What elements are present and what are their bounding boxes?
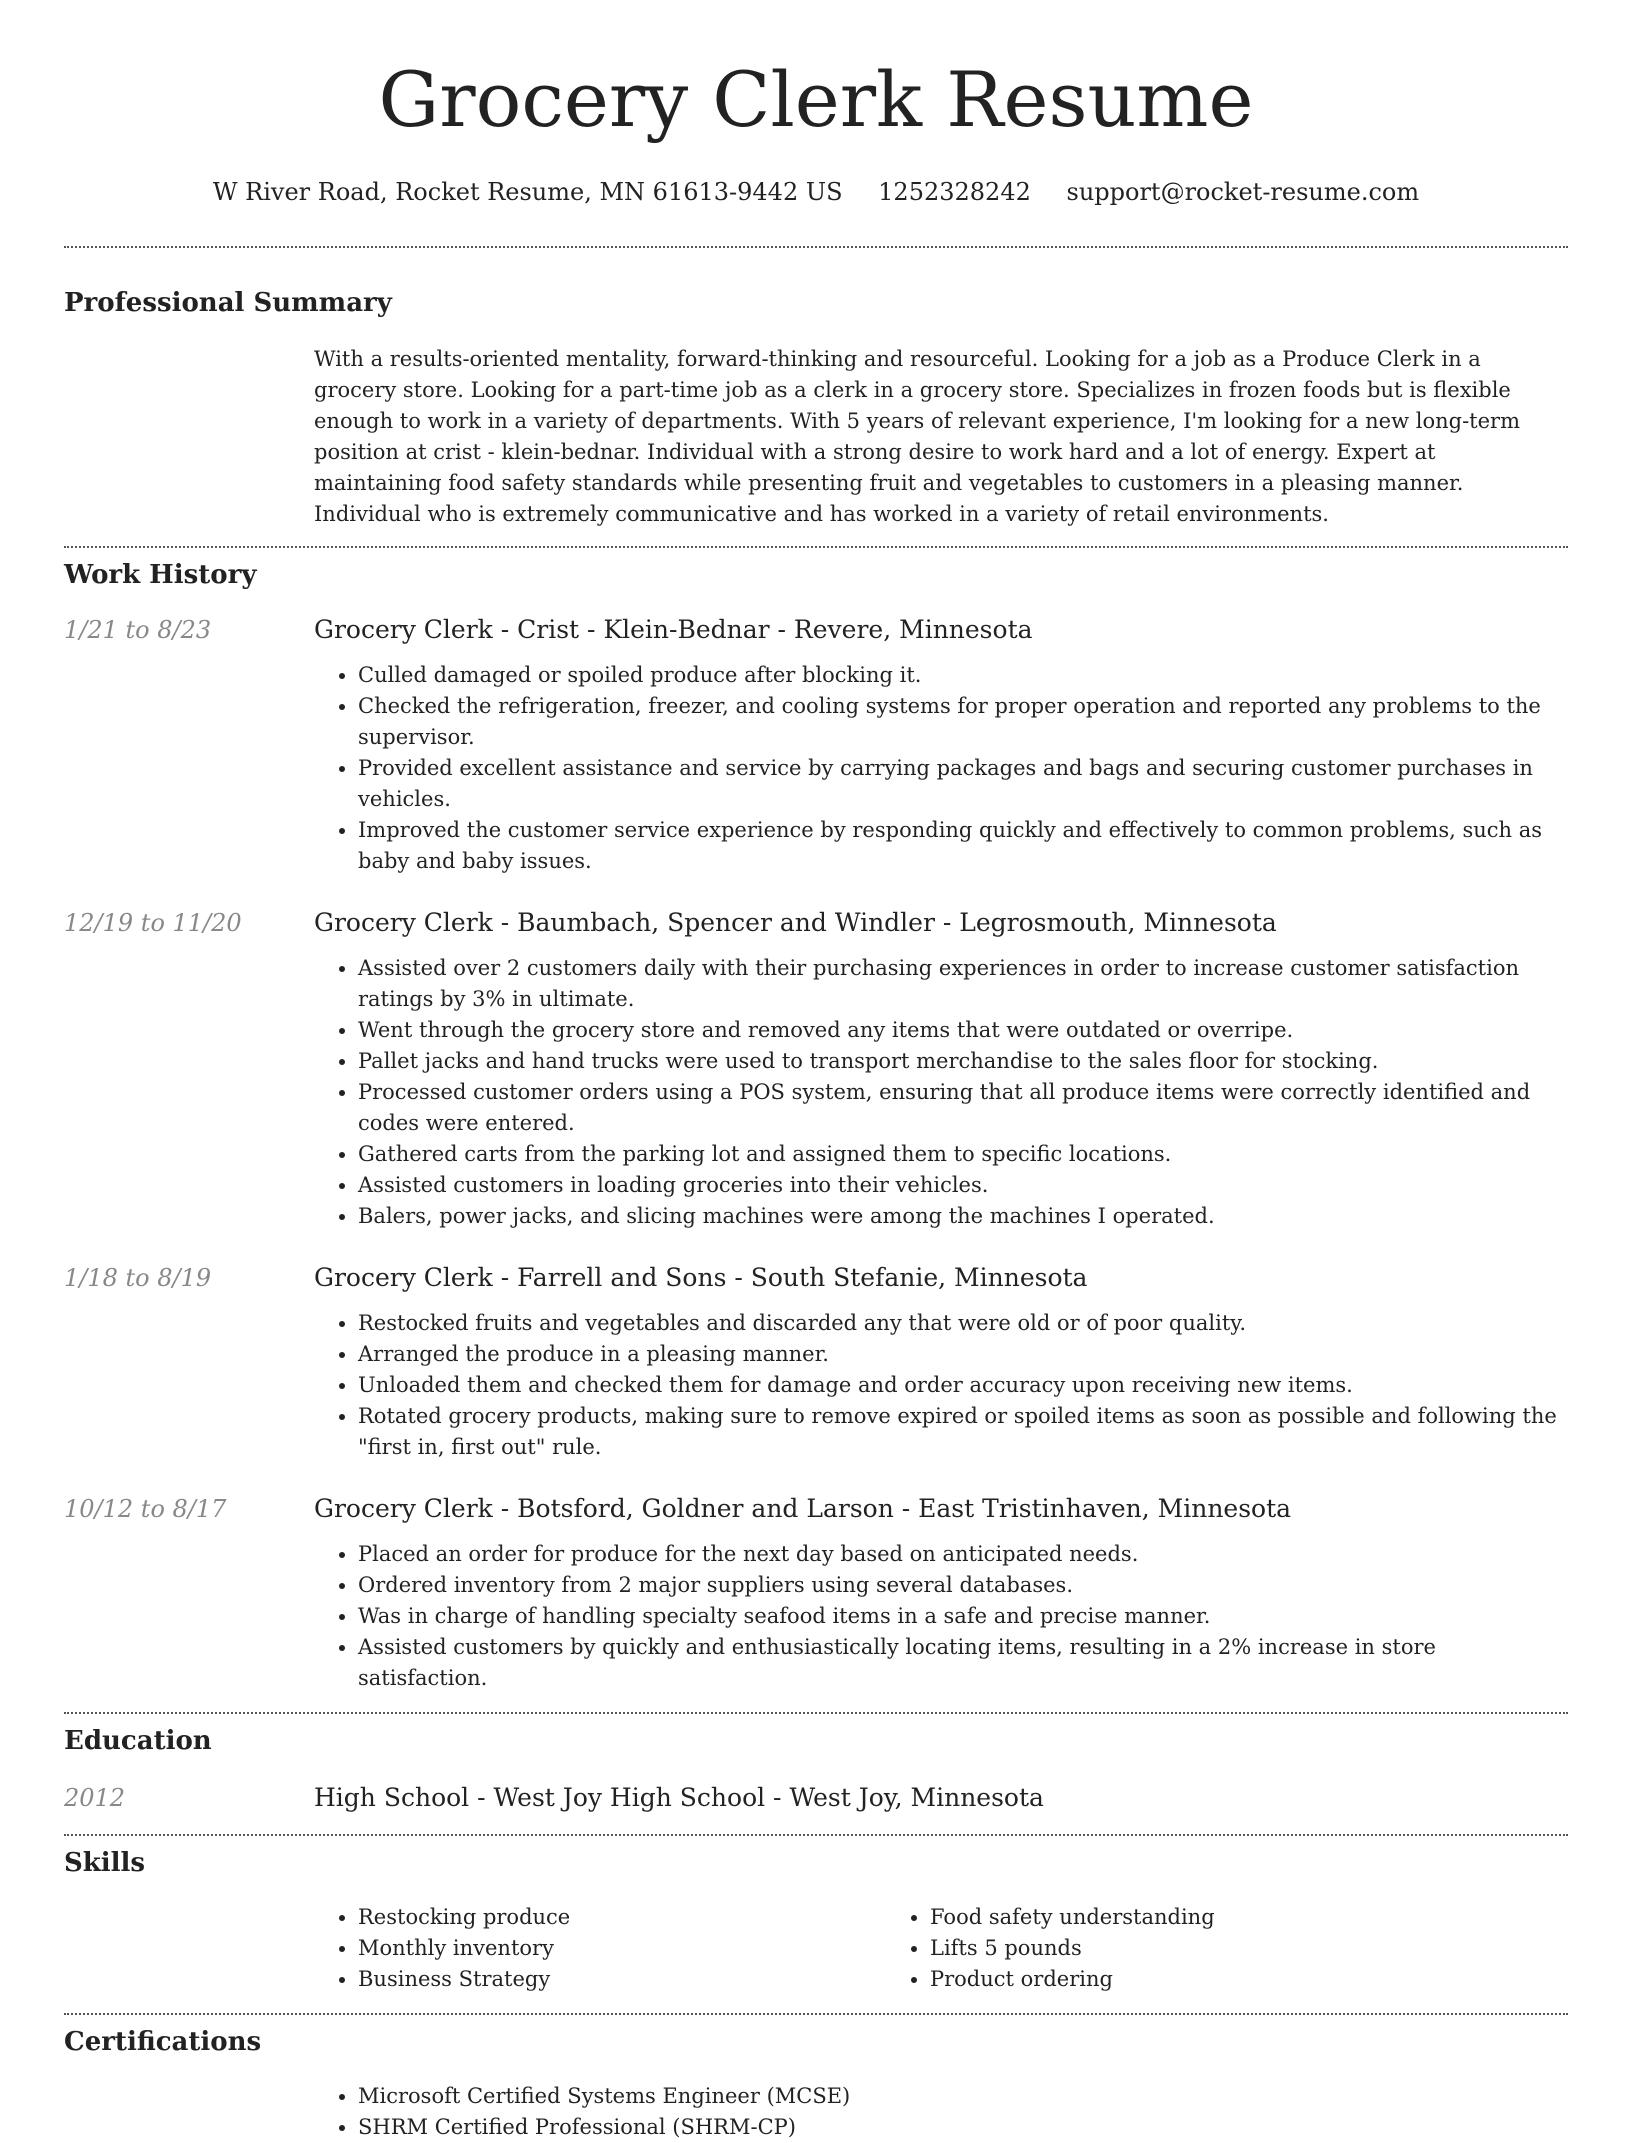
job-bullets: [314, 953, 1568, 1232]
job-bullets: [314, 660, 1568, 877]
list-item: • Culled damaged or spoiled produce after blocking it.: [358, 660, 1568, 691]
section-heading: Work History: [64, 560, 257, 590]
list-item: • Provided excellent assistance and service by carrying packages and bags and securing customer purchases in vehicles.: [358, 753, 1568, 815]
job-bullets: [314, 1539, 1568, 1694]
section-heading: Education: [64, 1726, 212, 1756]
list-item: • Went through the grocery store and removed any items that were outdated or overripe.: [358, 1015, 1568, 1046]
skills-section: [64, 1836, 1568, 1995]
list-item: • Restocking produce: [358, 1902, 886, 1933]
skills-column-1: [314, 1902, 886, 1995]
list-item: • Lifts 5 pounds: [930, 1933, 1458, 1964]
list-item: • Rotated grocery products, making sure to remove expired or spoiled items as soon as possible and following the "first in, first out" rule.: [358, 1401, 1568, 1463]
summary-text: With a results-oriented mentality, forward-thinking and resourceful. Looking for a job as a Produce Clerk in a grocery store. Looking for a part-time job as a clerk in a grocery store. Specializes in frozen foods but is flexible enough to work in a variety of departments. With 5 years of relevant experience, I'm looking for a new long-term position at crist - klein-bednar. Individual with a strong desire to work hard and a lot of energy. Expert at maintaining food safety standards while presenting fruit and vegetables to customers in a pleasing manner. Individual who is extremely communicative and has worked in a variety of retail environments.: [314, 347, 1521, 526]
job-title: Grocery Clerk - Crist - Klein-Bednar - Revere, Minnesota: [314, 615, 1033, 644]
job-entry: [64, 907, 1568, 1232]
list-item: • Arranged the produce in a pleasing manner.: [358, 1339, 1568, 1370]
list-item: • Gathered carts from the parking lot and assigned them to specific locations.: [358, 1139, 1568, 1170]
list-item: • Pallet jacks and hand trucks were used to transport merchandise to the sales floor for stocking.: [358, 1046, 1568, 1077]
list-item: • Monthly inventory: [358, 1933, 886, 1964]
job-entry: [64, 614, 1568, 877]
list-item: • Checked the refrigeration, freezer, and cooling systems for proper operation and reported any problems to the supervisor.: [358, 691, 1568, 753]
contact-phone: 1252328242: [878, 178, 1031, 206]
job-entry: [64, 1493, 1568, 1694]
job-title: Grocery Clerk - Baumbach, Spencer and Windler - Legrosmouth, Minnesota: [314, 908, 1277, 937]
list-item: • SHRM Certified Professional (SHRM-CP): [358, 2112, 1568, 2143]
job-title: Grocery Clerk - Botsford, Goldner and Larson - East Tristinhaven, Minnesota: [314, 1494, 1292, 1523]
summary-section: [64, 248, 1568, 530]
job-bullets: [314, 1308, 1568, 1463]
contact-line: [64, 176, 1568, 208]
list-item: • Restocked fruits and vegetables and discarded any that were old or of poor quality.: [358, 1308, 1568, 1339]
contact-email: support@rocket-resume.com: [1066, 178, 1420, 206]
section-heading: Professional Summary: [64, 288, 392, 318]
list-item: • Balers, power jacks, and slicing machines were among the machines I operated.: [358, 1201, 1568, 1232]
list-item: • Improved the customer service experience by responding quickly and effectively to common problems, such as baby and baby issues.: [358, 815, 1568, 877]
list-item: • Processed customer orders using a POS system, ensuring that all produce items were correctly identified and codes were entered.: [358, 1077, 1568, 1139]
work-section: [64, 548, 1568, 1694]
education-section: [64, 1714, 1568, 1814]
job-dates: 10/12 to 8/17: [64, 1495, 227, 1523]
list-item: • Microsoft Certified Systems Engineer (MCSE): [358, 2081, 1568, 2112]
skills-column-2: [886, 1902, 1458, 1995]
list-item: • Food safety understanding: [930, 1902, 1458, 1933]
job-dates: 1/18 to 8/19: [64, 1264, 212, 1292]
list-item: • Product ordering: [930, 1964, 1458, 1995]
list-item: • Unloaded them and checked them for damage and order accuracy upon receiving new items.: [358, 1370, 1568, 1401]
contact-address: W River Road, Rocket Resume, MN 61613-9442 US: [212, 178, 843, 206]
job-dates: 12/19 to 11/20: [64, 909, 242, 937]
list-item: • Placed an order for produce for the next day based on anticipated needs.: [358, 1539, 1568, 1570]
job-title: Grocery Clerk - Farrell and Sons - South Stefanie, Minnesota: [314, 1263, 1088, 1292]
list-item: • Assisted customers in loading groceries into their vehicles.: [358, 1170, 1568, 1201]
list-item: • Ordered inventory from 2 major suppliers using several databases.: [358, 1570, 1568, 1601]
section-heading: Certifications: [64, 2027, 262, 2057]
list-item: • Business Strategy: [358, 1964, 886, 1995]
job-dates: 1/21 to 8/23: [64, 616, 212, 644]
list-item: • Assisted over 2 customers daily with their purchasing experiences in order to increase customer satisfaction ratings by 3% in ultimate.: [358, 953, 1568, 1015]
list-item: • Assisted customers by quickly and enthusiastically locating items, resulting in a 2% increase in store satisfaction.: [358, 1632, 1568, 1694]
list-item: • Was in charge of handling specialty seafood items in a safe and precise manner.: [358, 1601, 1568, 1632]
job-entry: [64, 1262, 1568, 1463]
section-heading: Skills: [64, 1848, 146, 1878]
resume-title: Grocery Clerk Resume: [378, 55, 1254, 144]
education-year: 2012: [64, 1784, 126, 1812]
certifications-list: [314, 2081, 1568, 2143]
certifications-section: [64, 2015, 1568, 2143]
education-entry: High School - West Joy High School - West Joy, Minnesota: [314, 1783, 1044, 1812]
